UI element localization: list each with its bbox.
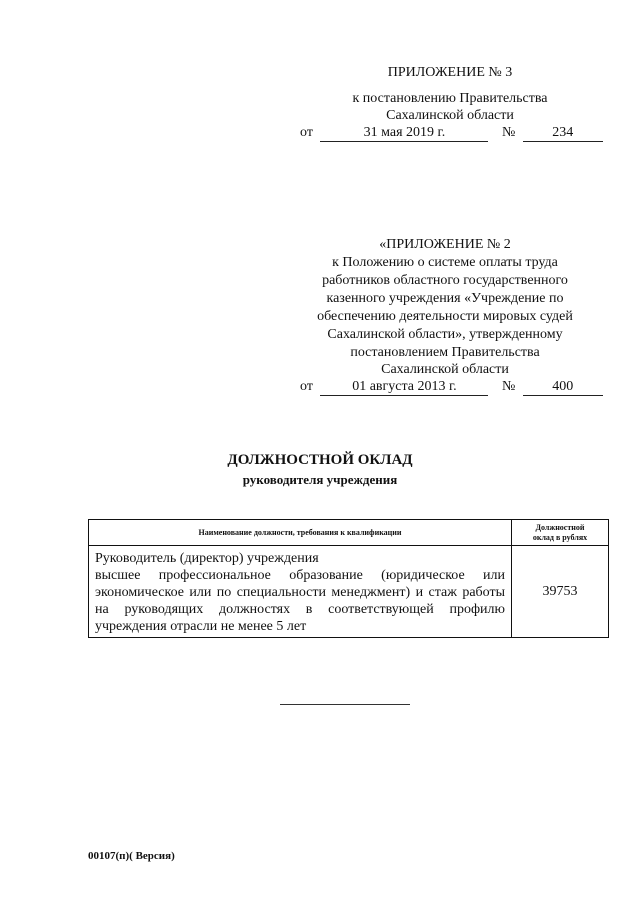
from-label: от <box>300 379 313 394</box>
document-subheading: руководителя учреждения <box>242 472 398 487</box>
column-header-salary-line1: Должностной <box>535 522 585 532</box>
position-cell <box>89 546 512 638</box>
appendix2-line: постановлением Правительства <box>350 345 540 360</box>
appendix2-line: Сахалинской области <box>381 362 509 377</box>
number-label: № <box>501 125 516 140</box>
salary-value: 39753 <box>512 546 609 638</box>
appendix2-title: «ПРИЛОЖЕНИЕ № 2 <box>379 237 511 252</box>
column-header-salary-line2: оклад в рублях <box>532 532 588 542</box>
decree-date: 31 мая 2019 г. <box>320 125 488 142</box>
salary-table <box>88 519 609 638</box>
appendix-ref-line2: Сахалинской области <box>386 108 514 123</box>
appendix-date-row <box>300 124 603 142</box>
column-header-salary <box>512 520 609 546</box>
document-heading: ДОЛЖНОСТНОЙ ОКЛАД <box>227 452 413 468</box>
footer-code: 00107(п)( Версия) <box>88 850 175 862</box>
separator-line <box>280 704 410 705</box>
appendix-ref-line1: к постановлению Правительства <box>352 91 548 106</box>
decree-number: 234 <box>523 125 603 142</box>
regulation-date: 01 августа 2013 г. <box>320 379 488 396</box>
regulation-number: 400 <box>523 379 603 396</box>
appendix2-line: Сахалинской области», утвержденному <box>327 327 563 342</box>
table-row <box>89 546 609 638</box>
position-name: Руководитель (директор) учреждения <box>95 551 319 566</box>
appendix2-line: казенного учреждения «Учреждение по <box>326 291 564 306</box>
qualification-requirements: высшее профессиональное образование (юридическое или экономическое или по специальности менеджмент) и стаж работы на руководящих должностях в соответствующей профилю учреждения отрасли не менее 5 лет <box>95 568 505 634</box>
appendix-title: ПРИЛОЖЕНИЕ № 3 <box>387 65 513 80</box>
number-label: № <box>501 379 516 394</box>
table-header-row <box>89 520 609 546</box>
column-header-position: Наименование должности, требования к квалификации <box>89 520 512 546</box>
appendix2-date-row <box>300 378 603 396</box>
appendix2-line: к Положению о системе оплаты труда <box>332 255 558 270</box>
from-label: от <box>300 125 313 140</box>
appendix2-line: обеспечению деятельности мировых судей <box>317 309 573 324</box>
appendix2-line: работников областного государственного <box>322 273 568 288</box>
